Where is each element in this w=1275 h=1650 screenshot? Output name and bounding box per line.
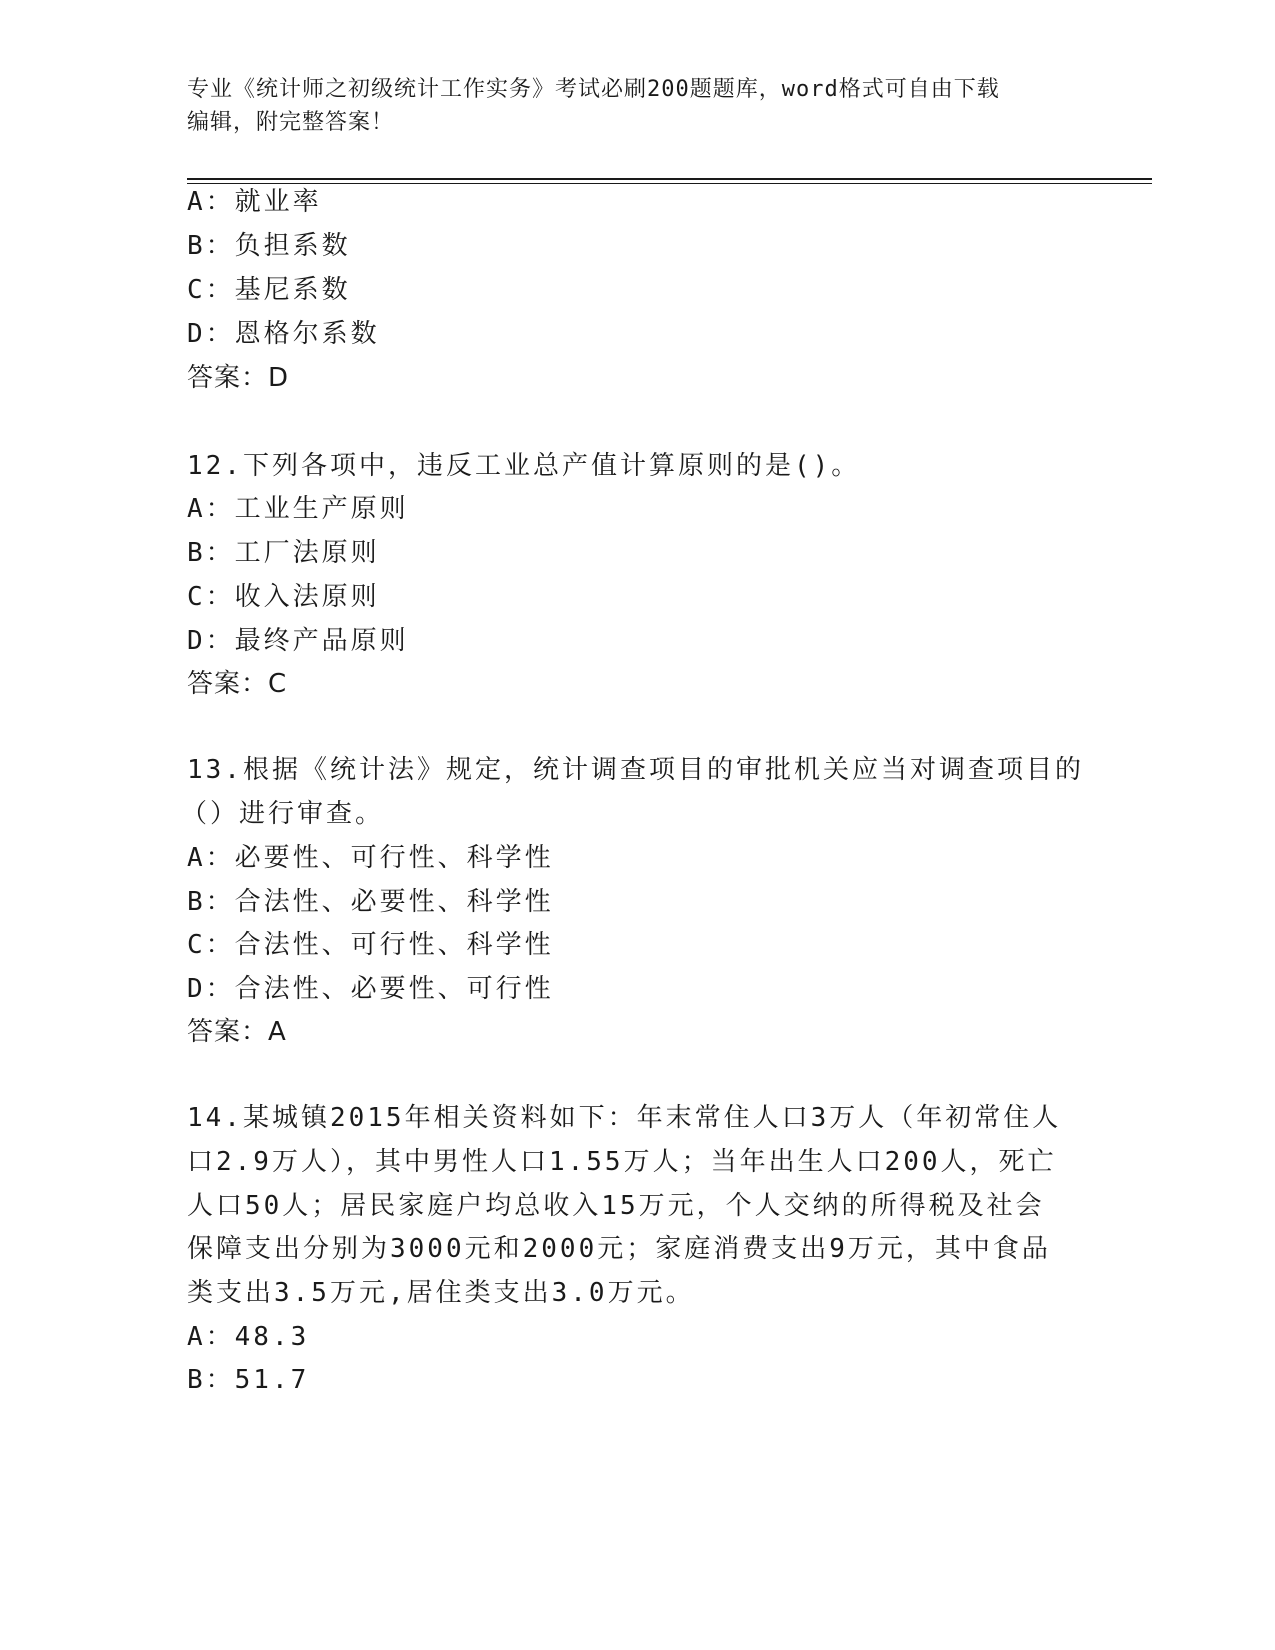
q11-option-a: A：就业率: [187, 187, 322, 217]
q14-stem-line-3: 人口50人；居民家庭户均总收入15万元，个人交纳的所得税及社会: [187, 1191, 1045, 1221]
q14-stem-line-2: 口2.9万人），其中男性人口1.55万人；当年出生人口200人，死亡: [187, 1147, 1057, 1177]
q13-option-d: D：合法性、必要性、可行性: [187, 974, 554, 1004]
q12-option-d: D：最终产品原则: [187, 626, 409, 656]
q14-option-b: B：51.7: [187, 1365, 310, 1395]
q13-option-c: C：合法性、可行性、科学性: [187, 930, 554, 960]
q13-stem-line-1: 13.根据《统计法》规定，统计调查项目的审批机关应当对调查项目的: [187, 755, 1084, 785]
q12-option-c: C：收入法原则: [187, 582, 380, 612]
q14-stem-line-5: 类支出3.5万元,居住类支出3.0万元。: [187, 1278, 695, 1308]
header-line-1: 专业《统计师之初级统计工作实务》考试必刷200题题库，word格式可自由下载: [187, 77, 1000, 102]
header-rule-thin: [187, 183, 1152, 184]
document-header: [187, 73, 1087, 139]
q13-answer: 答案：A: [187, 1017, 287, 1047]
q12-option-a: A：工业生产原则: [187, 494, 409, 524]
q12-option-b: B：工厂法原则: [187, 538, 380, 568]
q13-option-b: B：合法性、必要性、科学性: [187, 887, 554, 917]
header-line-2: 编辑，附完整答案！: [187, 110, 395, 135]
q12-stem: 12.下列各项中，违反工业总产值计算原则的是()。: [187, 451, 861, 481]
q11-option-b: B：负担系数: [187, 231, 351, 261]
q14-stem-line-1: 14.某城镇2015年相关资料如下：年末常住人口3万人（年初常住人: [187, 1103, 1062, 1133]
q13-stem-line-2: （）进行审查。: [181, 799, 385, 829]
q14-option-a: A：48.3: [187, 1322, 310, 1352]
q13-option-a: A：必要性、可行性、科学性: [187, 843, 554, 873]
header-rule-thick: [187, 178, 1152, 180]
q11-option-d: D：恩格尔系数: [187, 319, 380, 349]
q11-option-c: C：基尼系数: [187, 275, 351, 305]
q12-answer: 答案：C: [187, 669, 288, 699]
q14-stem-line-4: 保障支出分别为3000元和2000元；家庭消费支出9万元，其中食品: [187, 1234, 1051, 1264]
q11-answer: 答案：D: [187, 363, 290, 393]
